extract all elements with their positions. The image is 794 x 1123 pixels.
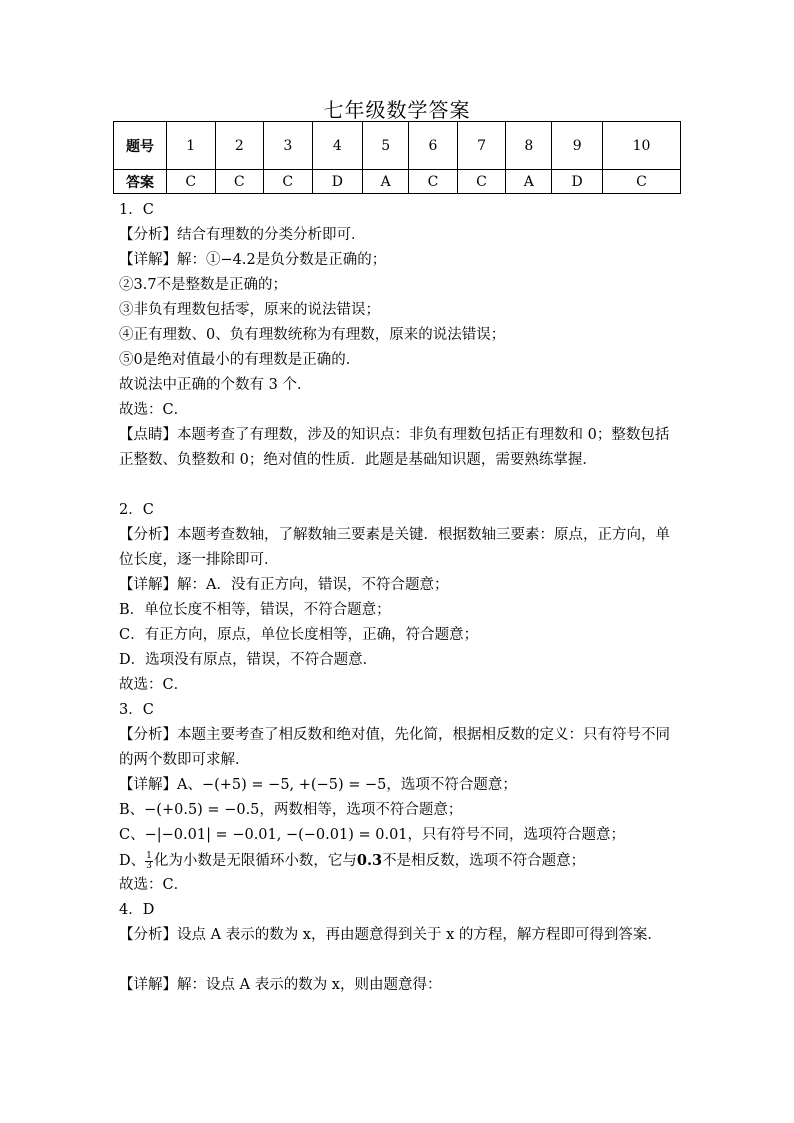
q3-detail-line: B、−(+0.5) = −0.5，两数相等，选项不符合题意； [119,802,463,818]
answer-cell: C [602,170,680,194]
q3-detail: 【详解】A、−(+5) = −5, +(−5) = −5，选项不符合题意； [119,777,517,793]
fraction-numerator: 1 [146,850,152,861]
answer-cell: D [552,170,603,194]
page-title: 七年级数学答案 [323,98,471,122]
question-number-cell: 9 [552,122,603,170]
q1-comment: 【点睛】本题考查了有理数，涉及的知识点：非负有理数包括正有理数和 0；整数包括正整数、负整数和 0；绝对值的性质．此题是基础知识题，需要熟练掌握． [119,427,670,468]
q3-d-suffix: 不是相反数，选项不符合题意； [382,853,586,869]
fraction-denominator: 3 [146,860,152,871]
question-number-cell: 2 [215,122,264,170]
q2-heading: 2．C [119,502,154,518]
answer-cell: C [409,170,458,194]
question-number-cell: 1 [167,122,216,170]
question-number-cell: 4 [312,122,363,170]
q1-detail-line: ②3.7不是整数是正确的； [119,277,288,293]
question-number-cell: 8 [506,122,552,170]
answer-cell: C [264,170,313,194]
q4-heading: 4．D [119,902,155,918]
q1-choice: 故选：C． [119,402,189,418]
q2-analysis: 【分析】本题考查数轴，了解数轴三要素是关键．根据数轴三要素：原点，正方向，单位长度，逐一排除即可． [119,527,670,568]
q2-choice: 故选：C． [119,677,189,693]
q1-detail-line: ③非负有理数包括零，原来的说法错误； [119,302,380,318]
question-number-cell: 5 [363,122,409,170]
solutions-body [119,198,679,998]
answer-table [113,121,681,194]
q4-detail: 【详解】解：设点 A 表示的数为 x，则由题意得： [119,977,442,993]
question-number-cell: 3 [264,122,313,170]
q3-d-prefix: D、 [119,853,146,869]
question-number-row [114,122,681,170]
row-header-answer: 答案 [114,170,167,194]
q2-detail-line: B．单位长度不相等，错误，不符合题意； [119,602,391,618]
answer-cell: A [506,170,552,194]
answer-row [114,170,681,194]
q3-d-bold-number: 0.3 [356,852,383,869]
answer-cell: D [312,170,363,194]
q3-detail-line: C、−|−0.01| = −0.01, −(−0.01) = 0.01，只有符号不同，选项符合题意； [119,827,626,843]
answer-cell: A [363,170,409,194]
q3-analysis: 【分析】本题主要考查了相反数和绝对值，先化简，根据相反数的定义：只有符号不同的两个数即可求解． [119,727,670,768]
fraction-one-third [145,852,153,871]
q1-analysis: 【分析】结合有理数的分类分析即可． [119,227,366,243]
q1-conclusion: 故说法中正确的个数有 3 个． [119,377,312,393]
q3-choice: 故选：C． [119,877,189,893]
question-number-cell: 7 [457,122,506,170]
q1-detail: 【详解】解：①−4.2是负分数是正确的； [119,252,387,268]
q1-heading: 1．C [119,202,154,218]
q3-heading: 3．C [119,702,154,718]
q1-detail-line: ⑤0是绝对值最小的有理数是正确的． [119,352,361,368]
answer-cell: C [457,170,506,194]
question-number-cell: 10 [602,122,680,170]
q1-detail-line: ④正有理数、0、负有理数统称为有理数，原来的说法错误； [119,327,506,343]
question-number-cell: 6 [409,122,458,170]
q2-detail-line: D．选项没有原点，错误，不符合题意． [119,652,378,668]
q3-d-middle: 化为小数是无限循环小数，它与 [153,853,357,869]
q2-detail-line: C．有正方向，原点，单位长度相等，正确，符合题意； [119,627,479,643]
q4-analysis: 【分析】设点 A 表示的数为 x，再由题意得到关于 x 的方程，解方程即可得到答案． [119,927,662,943]
q2-detail: 【详解】解：A．没有正方向，错误，不符合题意； [119,577,449,593]
row-header-number: 题号 [114,122,167,170]
answer-cell: C [215,170,264,194]
answer-cell: C [167,170,216,194]
q3-detail-line-fraction [119,848,679,873]
